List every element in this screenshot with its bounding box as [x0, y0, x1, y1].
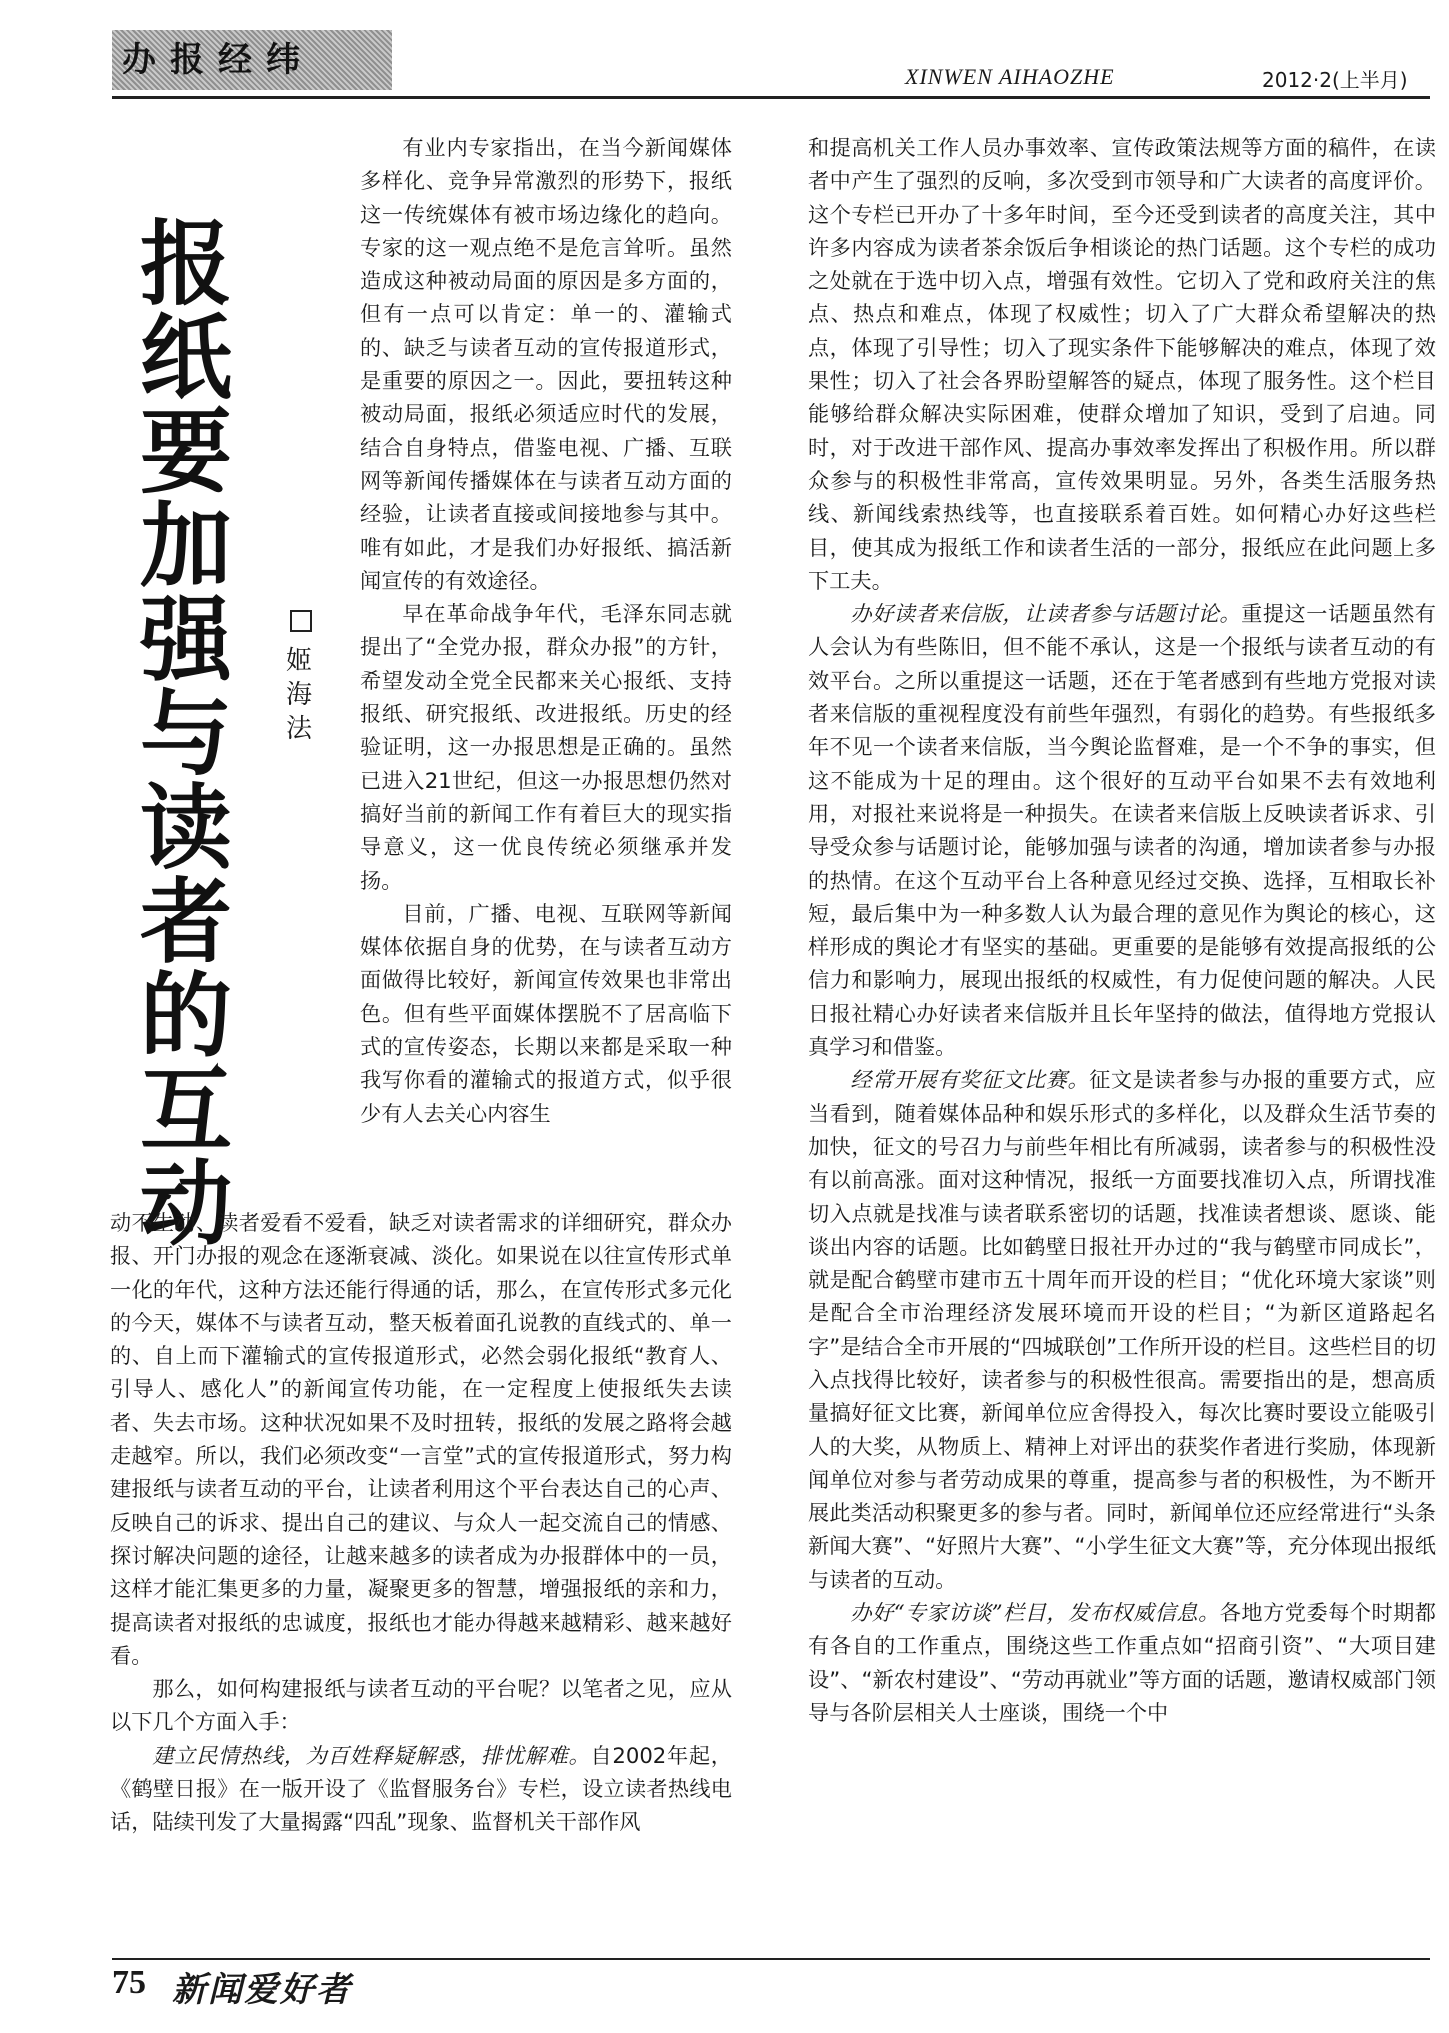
- page-number: 75: [112, 1964, 146, 2001]
- lead-phrase: 办好读者来信版，让读者参与话题讨论。: [850, 601, 1242, 627]
- lead-phrase: 建立民情热线，为百姓释疑解惑，排忧解难。: [152, 1742, 591, 1768]
- article-title: 报纸要加强与读者的互动: [140, 211, 233, 1258]
- paragraph: [808, 1063, 1436, 1596]
- paragraph: 有业内专家指出，在当今新闻媒体多样化、竞争异常激烈的形势下，报纸这一传统媒体有被市场边缘化的趋向。专家的这一观点绝不是危言耸听。虽然造成这种被动局面的原因是多方面的，但有一点可以肯定：单一的、灌输式的、缺乏与读者互动的宣传报道形式，是重要的原因之一。因此，要扭转这种被动局面，报纸必须适应时代的发展，结合自身特点，借鉴电视、广播、互联网等新闻传播媒体在与读者互动方面的经验，让读者直接或间接地参与其中。唯有如此，才是我们办好报纸、搞活新闻宣传的有效途径。: [360, 135, 732, 593]
- paragraph: [808, 1596, 1436, 1729]
- author-box-icon: [290, 610, 312, 632]
- magazine-name: 新闻爱好者: [172, 1970, 352, 2010]
- paragraph: [110, 1739, 732, 1839]
- paragraph-text: 重提这一话题虽然有人会认为有些陈旧，但不能不承认，这是一个报纸与读者互动的有效平台。之所以重提这一话题，还在于笔者感到有些地方党报对读者来信版的重视程度没有前些年强烈，有弱化的趋势。有些报纸多年不见一个读者来信版，当今舆论监督难，是一个不争的事实，但这不能成为十足的理由。这个很好的互动平台如果不去有效地利用，对报社来说将是一种损失。在读者来信版上反映读者诉求、引导受众参与话题讨论，能够加强与读者的沟通，增加读者参与办报的热情。在这个互动平台上各种意见经过交换、选择，互相取长补短，最后集中为一种多数人认为最合理的意见作为舆论的核心，这样形成的舆论才有坚实的基础。更重要的是能够有效提高报纸的公信力和影响力，展现出报纸的权威性，有力促使问题的解决。人民日报社精心办好读者来信版并且长年坚持的做法，值得地方党报认真学习和借鉴。: [808, 601, 1436, 1060]
- column-right: [808, 131, 1436, 1729]
- paragraph-text: 各地方党委每个时期都有各自的工作重点，围绕这些工作重点如“招商引资”、“大项目建设”、“新农村建设”、“劳动再就业”等方面的话题，邀请权威部门领导与各阶层相关人士座谈，围绕一个中: [808, 1600, 1436, 1725]
- paragraph: 动不生动、读者爱看不爱看，缺乏对读者需求的详细研究，群众办报、开门办报的观念在逐渐衰减、淡化。如果说在以往宣传形式单一化的年代，这种方法还能行得通的话，那么，在宣传形式多元化的今天，媒体不与读者互动，整天板着面孔说教的直线式的、单一的、自上而下灌输式的宣传报道形式，必然会弱化报纸“教育人、引导人、感化人”的新闻宣传功能，在一定程度上使报纸失去读者、失去市场。这种状况如果不及时扭转，报纸的发展之路将会越走越窄。所以，我们必须改变“一言堂”式的宣传报道形式，努力构建报纸与读者互动的平台，让读者利用这个平台表达自己的心声、反映自己的诉求、提出自己的建议、与众人一起交流自己的情感、探讨解决问题的途径，让越来越多的读者成为办报群体中的一员，这样才能汇集更多的力量，凝聚更多的智慧，增强报纸的亲和力，提高读者对报纸的忠诚度，报纸也才能办得越来越精彩、越来越好看。: [110, 1210, 732, 1668]
- column-bottom-left: [110, 1206, 732, 1839]
- paragraph-text: 自2002年起，《鹤壁日报》在一版开设了《监督服务台》专栏，设立读者热线电话，陆续刊发了大量揭露“四乱”现象、监督机关干部作风: [110, 1742, 732, 1835]
- header-rule: [112, 96, 1430, 99]
- paragraph: 那么，如何构建报纸与读者互动的平台呢？以笔者之见，应从以下几个方面入手：: [110, 1676, 732, 1735]
- footer-rule: [112, 1958, 1430, 1960]
- column-top-left: [360, 131, 732, 1130]
- issue-date: 2012·2(上半月): [1262, 68, 1408, 92]
- paragraph: 和提高机关工作人员办事效率、宣传政策法规等方面的稿件，在读者中产生了强烈的反响，多次受到市领导和广大读者的高度评价。这个专栏已开办了十多年时间，至今还受到读者的高度关注，其中许多内容成为读者茶余饭后争相谈论的热门话题。这个专栏的成功之处就在于选中切入点，增强有效性。它切入了党和政府关注的焦点、热点和难点，体现了权威性；切入了广大群众希望解决的热点，体现了引导性；切入了现实条件下能够解决的难点，体现了效果性；切入了社会各界盼望解答的疑点，体现了服务性。这个栏目能够给群众解决实际困难，使群众增加了知识，受到了启迪。同时，对于改进干部作风、提高办事效率发挥出了积极作用。所以群众参与的积极性非常高，宣传效果明显。另外，各类生活服务热线、新闻线索热线等，也直接联系着百姓。如何精心办好这些栏目，使其成为报纸工作和读者生活的一部分，报纸应在此问题上多下工夫。: [808, 135, 1436, 593]
- lead-phrase: 经常开展有奖征文比赛。: [850, 1067, 1090, 1093]
- paragraph: 目前，广播、电视、互联网等新闻媒体依据自身的优势，在与读者互动方面做得比较好，新闻宣传效果也非常出色。但有些平面媒体摆脱不了居高临下式的宣传姿态，长期以来都是采取一种我写你看的灌输式的报道方式，似乎很少有人去关心内容生: [360, 900, 732, 1126]
- author-name: 姬海法: [286, 646, 313, 744]
- lead-phrase: 办好“专家访谈”栏目，发布权威信息。: [850, 1600, 1220, 1626]
- paragraph: [808, 597, 1436, 1063]
- paragraph-text: 征文是读者参与办报的重要方式，应当看到，随着媒体品种和娱乐形式的多样化，以及群众生活节奏的加快，征文的号召力与前些年相比有所减弱，读者参与的积极性没有以前高涨。面对这种情况，报纸一方面要找准切入点，所谓找准切入点就是找准与读者联系密切的话题，找准读者想谈、愿谈、能谈出内容的话题。比如鹤壁日报社开办过的“我与鹤壁市同成长”，就是配合鹤壁市建市五十周年而开设的栏目；“优化环境大家谈”则是配合全市治理经济发展环境而开设的栏目；“为新区道路起名字”是结合全市开展的“四城联创”工作所开设的栏目。这些栏目的切入点找得比较好，读者参与的积极性很高。需要指出的是，想高质量搞好征文比赛，新闻单位应舍得投入，每次比赛时要设立能吸引人的大奖，从物质上、精神上对评出的获奖作者进行奖励，体现新闻单位对参与者劳动成果的尊重，提高参与者的积极性，为不断开展此类活动积聚更多的参与者。同时，新闻单位还应经常进行“头条新闻大赛”、“好照片大赛”、“小学生征文大赛”等，充分体现出报纸与读者的互动。: [808, 1067, 1436, 1592]
- magazine-latin-title: XINWEN AIHAOZHE: [905, 64, 1115, 89]
- paragraph: 早在革命战争年代，毛泽东同志就提出了“全党办报，群众办报”的方针，希望发动全党全民都来关心报纸、支持报纸、研究报纸、改进报纸。历史的经验证明，这一办报思想是正确的。虽然已进入21世纪，但这一办报思想仍然对搞好当前的新闻工作有着巨大的现实指导意义，这一优良传统必须继承并发扬。: [360, 601, 732, 893]
- section-tag: 办报经纬: [112, 30, 392, 90]
